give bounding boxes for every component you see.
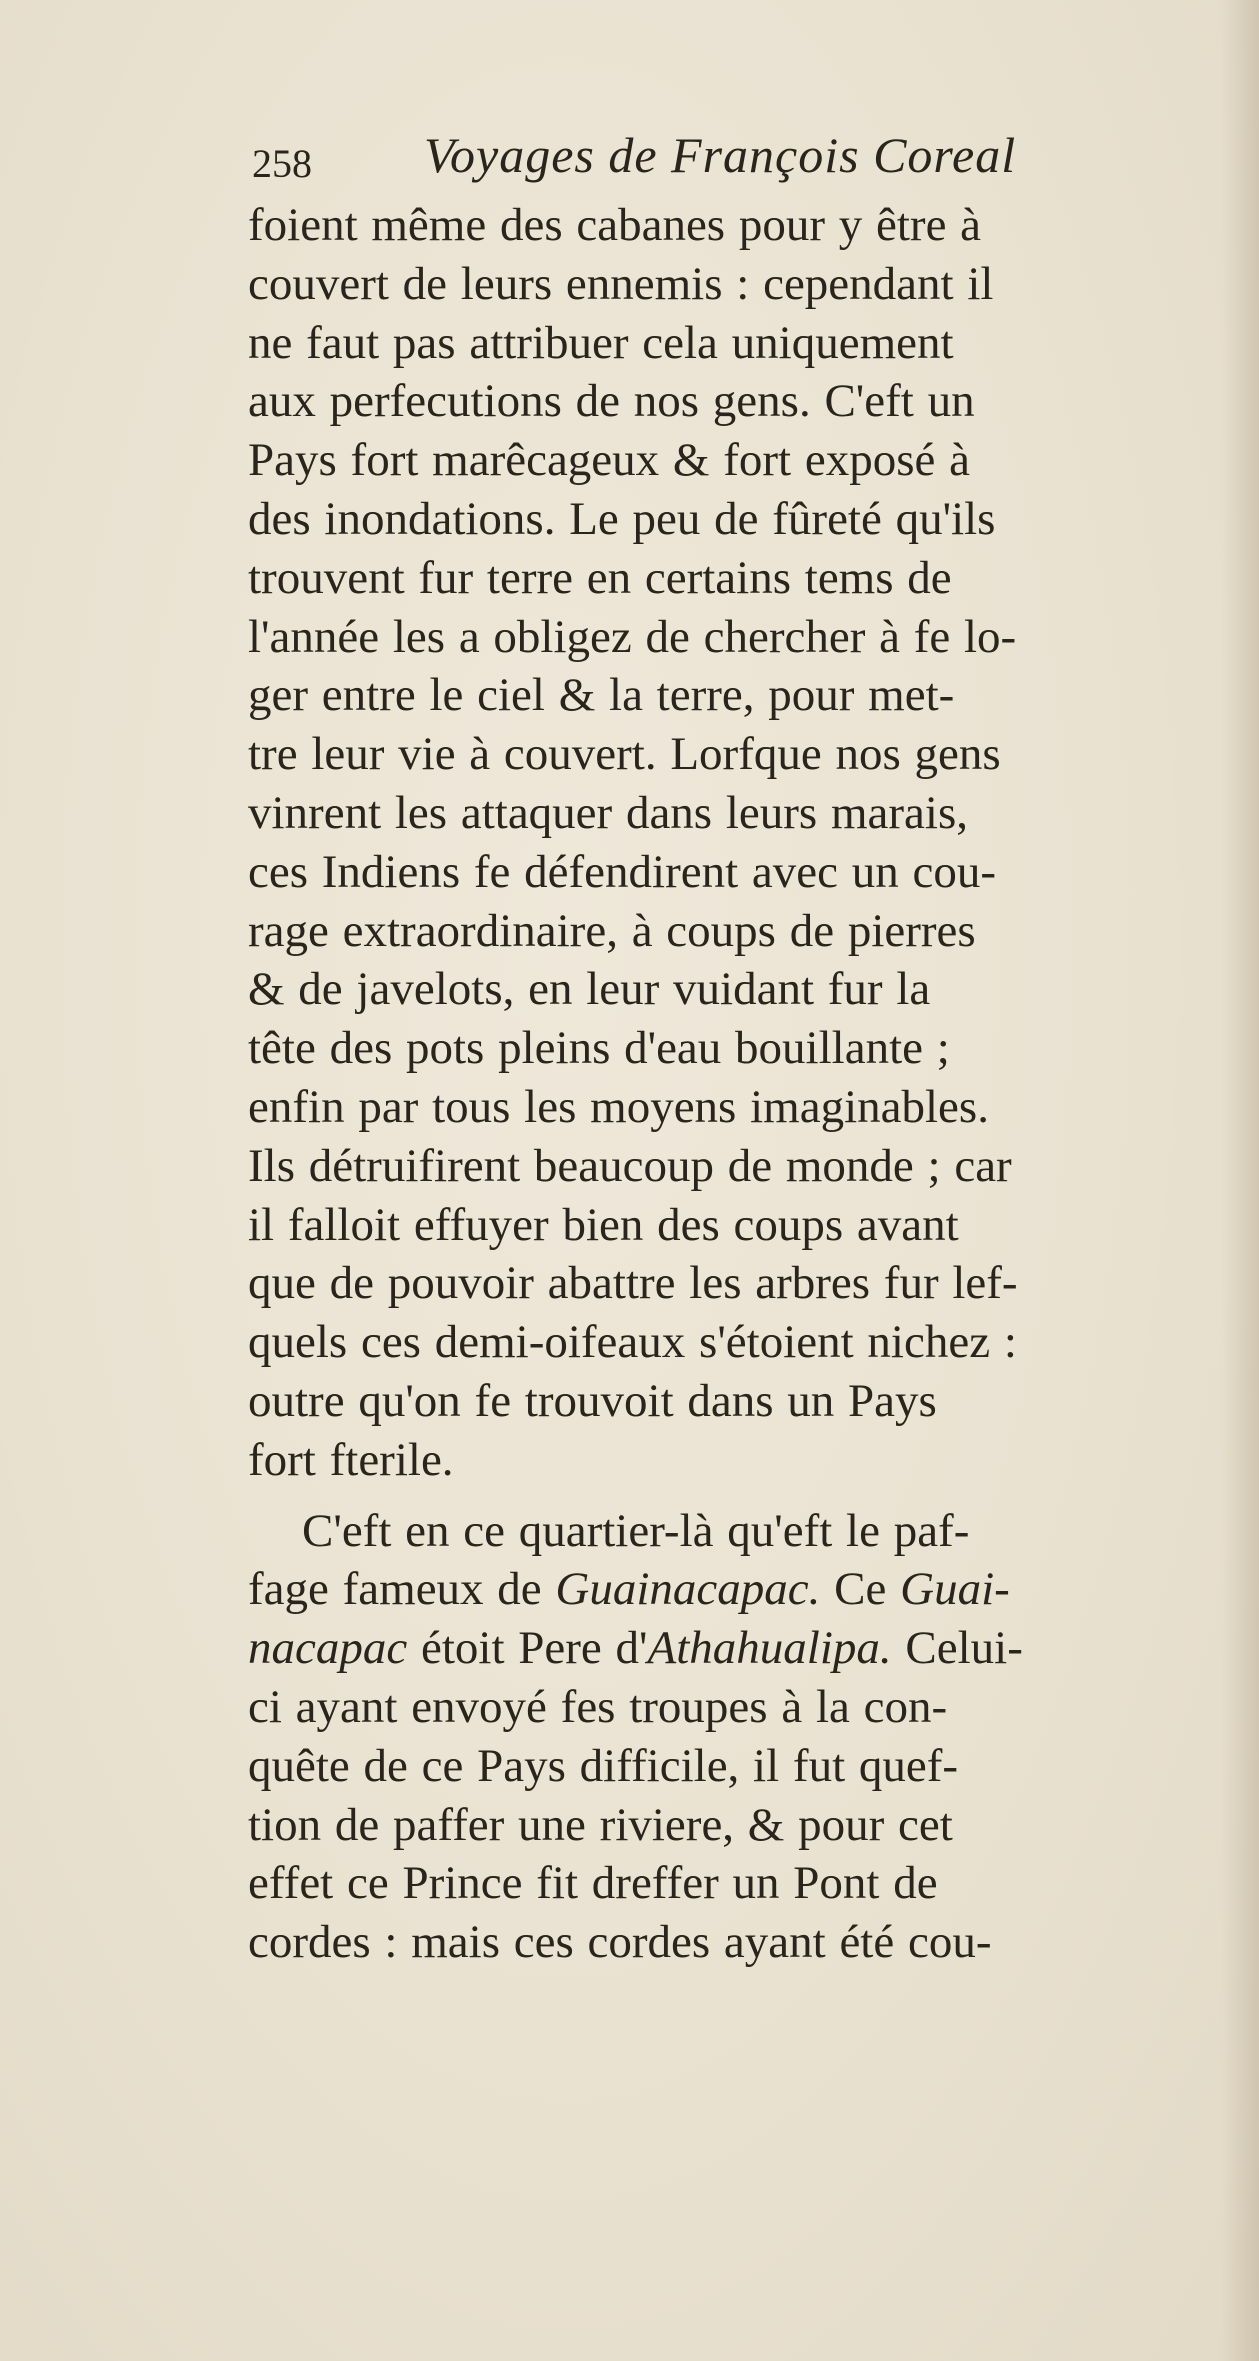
text-line: outre qu'on fe trouvoit dans un Pays xyxy=(248,1374,937,1427)
text-line: foient même des cabanes pour y être à xyxy=(248,199,982,251)
text-line: trouvent fur terre en certains tems de xyxy=(248,551,952,604)
paragraph-2-line: quête de ce Pays difficile, il fut quef- xyxy=(248,1739,959,1792)
text-line: rage extraordinaire, à coups de pierres xyxy=(248,904,976,957)
place-name-italic: Guainacapac. xyxy=(555,1563,821,1616)
place-name-italic: nacapac xyxy=(248,1622,408,1675)
text-line: il falloit effuyer bien des coups avant xyxy=(248,1198,959,1251)
text-line: ger entre le ciel & la terre, pour met- xyxy=(248,669,955,722)
text-line: tre leur vie à couvert. Lorfque nos gens xyxy=(248,728,1001,781)
text-line: ces Indiens fe défendirent avec un cou- xyxy=(248,845,996,898)
text-line: Ils détruifirent beaucoup de monde ; car xyxy=(248,1139,1012,1192)
text-line: & de javelots, en leur vuidant fur la xyxy=(248,963,931,1016)
paragraph-2-line xyxy=(248,1619,1248,1678)
paragraph-2-line xyxy=(248,1560,1248,1619)
text-line: l'année les a obligez de chercher à fe lo- xyxy=(248,610,1017,663)
person-name-italic: Athahualipa. xyxy=(647,1622,892,1675)
text-line: quels ces demi-oifeaux s'étoient nichez : xyxy=(248,1316,1017,1369)
page-header xyxy=(252,118,1152,198)
text-run: Celui- xyxy=(891,1622,1023,1675)
text-line: Pays fort marêcageux & fort exposé à xyxy=(248,434,970,487)
text-run: étoit Pere d' xyxy=(407,1622,648,1675)
text-run: Ce xyxy=(820,1563,901,1616)
paragraph-2-line: effet ce Prince fit dreffer un Pont de xyxy=(248,1857,938,1910)
paragraph-2-line: tion de paffer une riviere, & pour cet xyxy=(248,1798,953,1851)
text-line: des inondations. Le peu de fûreté qu'ils xyxy=(248,492,996,545)
text-run: fage fameux de xyxy=(248,1563,556,1616)
text-line: ne faut pas attribuer cela uniquement xyxy=(248,316,954,369)
paragraph-2-line: ci ayant envoyé fes troupes à la con- xyxy=(248,1680,948,1733)
text-line: aux perfecutions de nos gens. C'eft un xyxy=(248,375,975,428)
paragraph-2-line: C'eft en ce quartier-là qu'eft le paf- xyxy=(302,1504,970,1557)
running-title: Voyages de François Coreal xyxy=(424,127,1017,183)
page-number: 258 xyxy=(252,141,312,186)
place-name-italic: Guai- xyxy=(900,1563,1010,1616)
text-line: vinrent les attaquer dans leurs marais, xyxy=(248,786,968,839)
text-line: tête des pots pleins d'eau bouillante ; xyxy=(248,1022,950,1075)
text-line: enfin par tous les moyens imaginables. xyxy=(248,1080,989,1133)
text-line: que de pouvoir abattre les arbres fur lef- xyxy=(248,1257,1018,1310)
paragraph-2-line: cordes : mais ces cordes ayant été cou- xyxy=(248,1916,992,1969)
text-line: fort fterile. xyxy=(248,1433,454,1486)
body-text xyxy=(248,196,1248,1972)
text-line: couvert de leurs ennemis : cependant il xyxy=(248,257,994,310)
